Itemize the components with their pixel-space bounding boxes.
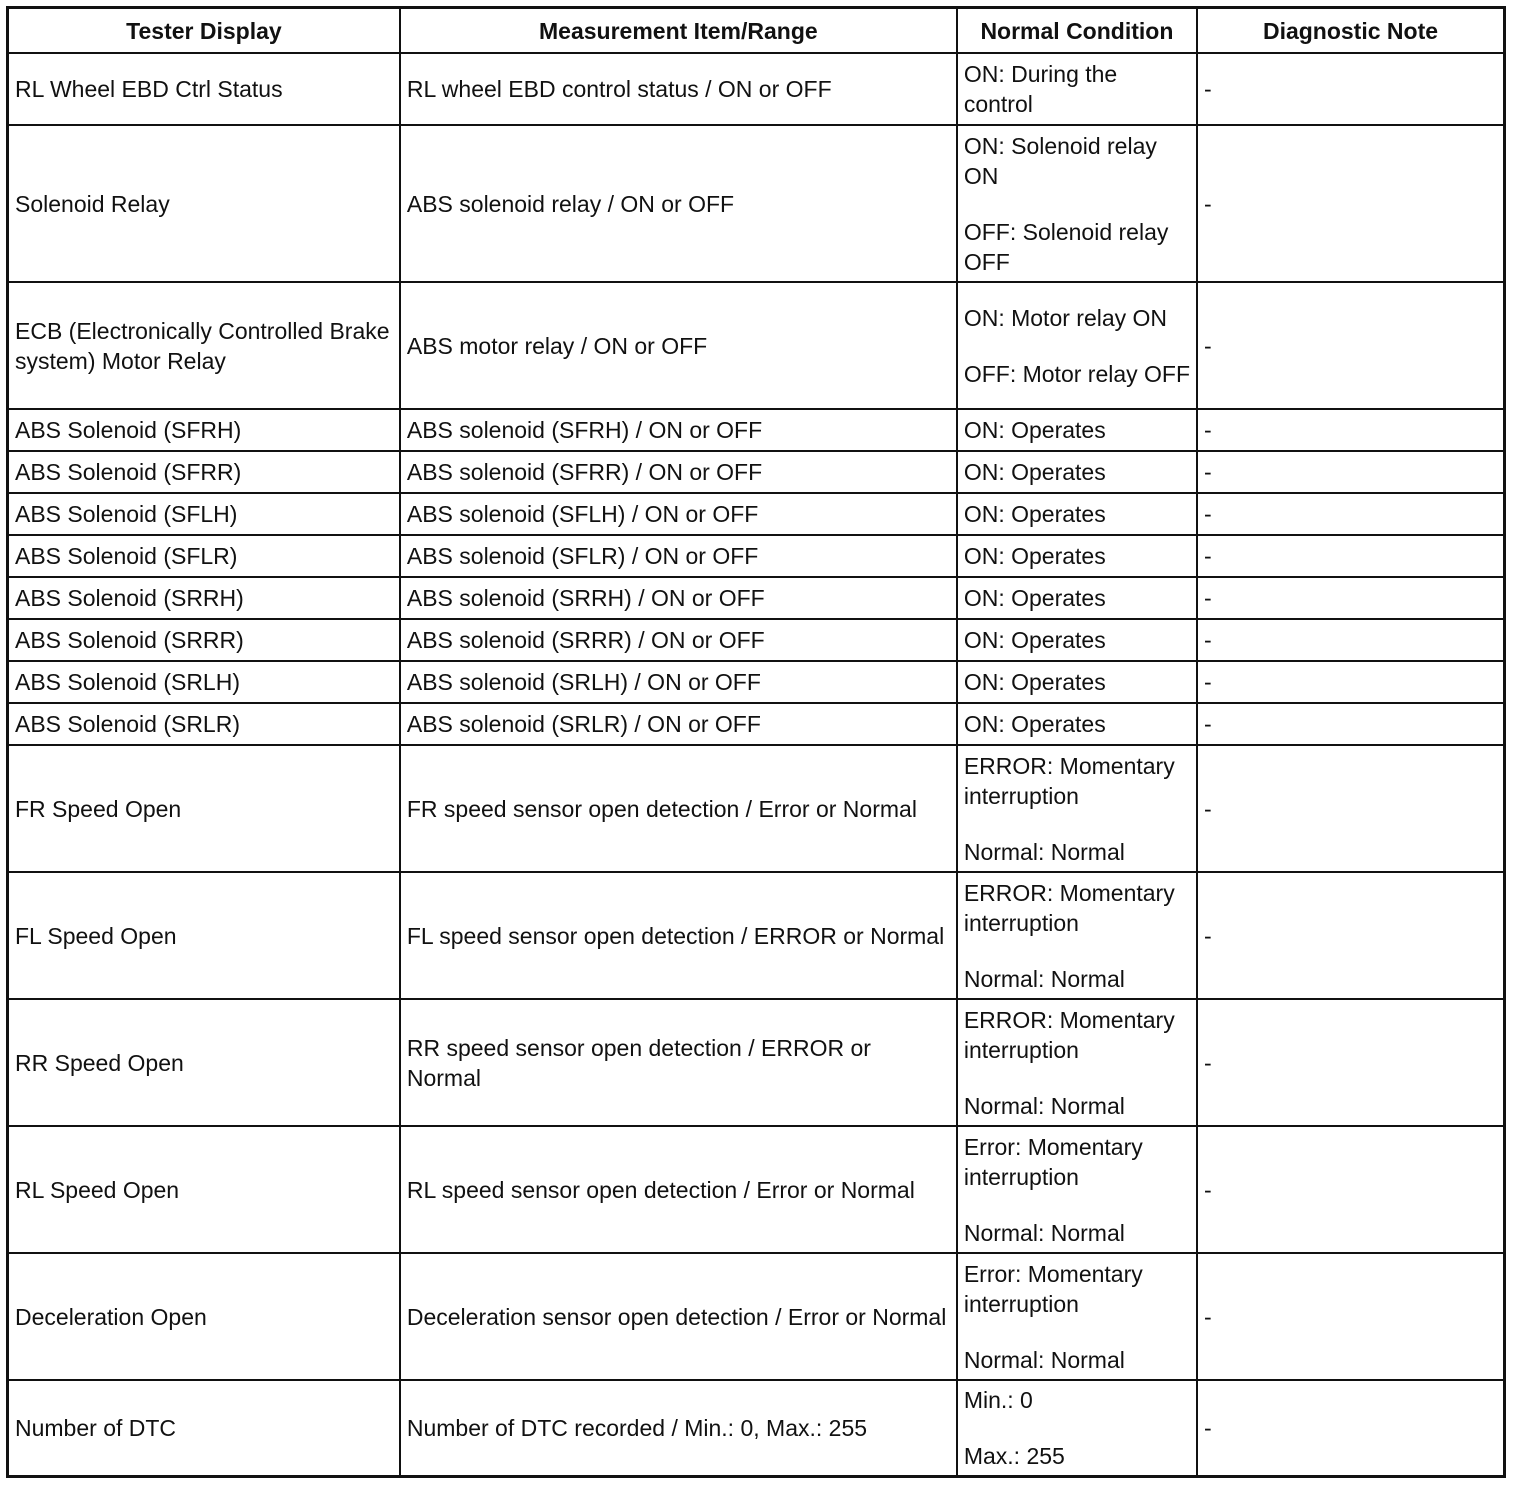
normal-condition-cell (957, 745, 1197, 872)
condition-spacer (964, 1319, 1190, 1345)
condition-spacer (964, 1065, 1190, 1091)
table-row (8, 493, 1505, 535)
condition-line: OFF: Motor relay OFF (963, 360, 1191, 387)
condition-line: Min.: 0 (963, 1386, 1033, 1413)
tester-display-cell: RR Speed Open (8, 999, 400, 1126)
table-row (8, 661, 1505, 703)
diagnostic-note-cell: - (1197, 409, 1505, 451)
table-row (8, 125, 1505, 282)
normal-condition-cell (957, 1126, 1197, 1253)
tester-display-cell: ABS Solenoid (SRRR) (8, 619, 400, 661)
condition-line: ON: Operates (963, 669, 1106, 695)
diagnostic-note-cell: - (1197, 999, 1505, 1126)
normal-condition-cell (957, 493, 1197, 535)
tester-display-cell: RL Speed Open (8, 1126, 400, 1253)
measurement-item-cell: Deceleration sensor open detection / Error or Normal (400, 1253, 957, 1380)
condition-line: ON: Operates (963, 585, 1106, 611)
table-row (8, 53, 1505, 125)
tester-display-cell: ABS Solenoid (SRLH) (8, 661, 400, 703)
normal-condition-cell (957, 619, 1197, 661)
diagnostic-note-cell: - (1197, 872, 1505, 999)
diagnostic-note-cell: - (1197, 451, 1505, 493)
condition-line: ERROR: Momentary interruption (963, 752, 1175, 809)
tester-display-cell: Number of DTC (8, 1380, 400, 1476)
tester-display-cell: Solenoid Relay (8, 125, 400, 282)
normal-condition-cell (957, 282, 1197, 409)
condition-spacer (964, 333, 1190, 359)
condition-line: Error: Momentary interruption (963, 1133, 1143, 1190)
condition-spacer (964, 1192, 1190, 1218)
measurement-item-cell: ABS motor relay / ON or OFF (400, 282, 957, 409)
header-measurement-item: Measurement Item/Range (400, 8, 957, 54)
tester-display-cell: ABS Solenoid (SRLR) (8, 703, 400, 745)
table-row (8, 1380, 1505, 1476)
tester-data-table (6, 6, 1506, 1478)
condition-line: Normal: Normal (963, 838, 1125, 865)
measurement-item-cell: ABS solenoid (SRLR) / ON or OFF (400, 703, 957, 745)
tester-display-cell: ABS Solenoid (SFLH) (8, 493, 400, 535)
table-row (8, 1253, 1505, 1380)
condition-line: Normal: Normal (963, 1346, 1125, 1373)
tester-display-cell: ABS Solenoid (SFRH) (8, 409, 400, 451)
measurement-item-cell: RL speed sensor open detection / Error or Normal (400, 1126, 957, 1253)
header-tester-display: Tester Display (8, 8, 400, 54)
diagnostic-note-cell: - (1197, 577, 1505, 619)
condition-line: ERROR: Momentary interruption (963, 879, 1175, 936)
normal-condition-cell (957, 409, 1197, 451)
table-row (8, 703, 1505, 745)
table-row (8, 535, 1505, 577)
header-diagnostic-note: Diagnostic Note (1197, 8, 1505, 54)
tester-display-cell: ABS Solenoid (SFLR) (8, 535, 400, 577)
measurement-item-cell: Number of DTC recorded / Min.: 0, Max.: 255 (400, 1380, 957, 1476)
diagnostic-note-cell: - (1197, 703, 1505, 745)
table-row (8, 999, 1505, 1126)
tester-display-cell: ABS Solenoid (SRRH) (8, 577, 400, 619)
normal-condition-cell (957, 451, 1197, 493)
tester-display-cell: ABS Solenoid (SFRR) (8, 451, 400, 493)
condition-line: ON: Operates (963, 417, 1106, 443)
diagnostic-note-cell: - (1197, 1126, 1505, 1253)
tester-display-cell: FR Speed Open (8, 745, 400, 872)
diagnostic-note-cell: - (1197, 1253, 1505, 1380)
tester-display-cell: ECB (Electronically Controlled Brake system) Motor Relay (8, 282, 400, 409)
table-row (8, 577, 1505, 619)
condition-line: ON: Operates (963, 501, 1106, 527)
normal-condition-cell (957, 577, 1197, 619)
condition-line: Max.: 255 (963, 1442, 1065, 1469)
diagnostic-note-cell: - (1197, 619, 1505, 661)
table-row (8, 451, 1505, 493)
condition-spacer (964, 1415, 1190, 1441)
normal-condition-cell (957, 1380, 1197, 1476)
measurement-item-cell: ABS solenoid (SRLH) / ON or OFF (400, 661, 957, 703)
diagnostic-note-cell: - (1197, 1380, 1505, 1476)
diagnostic-note-cell: - (1197, 493, 1505, 535)
condition-line: ON: During the control (963, 61, 1118, 117)
diagnostic-note-cell: - (1197, 535, 1505, 577)
table-row (8, 745, 1505, 872)
condition-line: ON: Operates (963, 627, 1106, 653)
condition-spacer (964, 938, 1190, 964)
condition-spacer (964, 811, 1190, 837)
condition-line: ERROR: Momentary interruption (963, 1006, 1175, 1063)
measurement-item-cell: ABS solenoid relay / ON or OFF (400, 125, 957, 282)
tester-display-cell: Deceleration Open (8, 1253, 400, 1380)
measurement-item-cell: RR speed sensor open detection / ERROR or Normal (400, 999, 957, 1126)
condition-line: Normal: Normal (963, 1219, 1125, 1246)
diagnostic-note-cell: - (1197, 53, 1505, 125)
normal-condition-cell (957, 661, 1197, 703)
table-row (8, 409, 1505, 451)
header-normal-condition: Normal Condition (957, 8, 1197, 54)
condition-line: ON: Solenoid relay ON (963, 132, 1157, 189)
condition-line: ON: Operates (963, 459, 1106, 485)
normal-condition-cell (957, 535, 1197, 577)
measurement-item-cell: ABS solenoid (SFLH) / ON or OFF (400, 493, 957, 535)
condition-line: Error: Momentary interruption (963, 1260, 1143, 1317)
normal-condition-cell (957, 703, 1197, 745)
measurement-item-cell: ABS solenoid (SFRH) / ON or OFF (400, 409, 957, 451)
normal-condition-cell (957, 53, 1197, 125)
normal-condition-cell (957, 1253, 1197, 1380)
measurement-item-cell: FL speed sensor open detection / ERROR or Normal (400, 872, 957, 999)
measurement-item-cell: ABS solenoid (SRRH) / ON or OFF (400, 577, 957, 619)
measurement-item-cell: ABS solenoid (SRRR) / ON or OFF (400, 619, 957, 661)
measurement-item-cell: FR speed sensor open detection / Error or Normal (400, 745, 957, 872)
condition-line: ON: Operates (963, 543, 1106, 569)
tester-display-cell: RL Wheel EBD Ctrl Status (8, 53, 400, 125)
table-row (8, 872, 1505, 999)
diagnostic-note-cell: - (1197, 125, 1505, 282)
diagnostic-note-cell: - (1197, 282, 1505, 409)
table-row (8, 282, 1505, 409)
measurement-item-cell: ABS solenoid (SFRR) / ON or OFF (400, 451, 957, 493)
table-header-row (8, 8, 1505, 54)
normal-condition-cell (957, 999, 1197, 1126)
table-row (8, 1126, 1505, 1253)
measurement-item-cell: RL wheel EBD control status / ON or OFF (400, 53, 957, 125)
diagnostic-note-cell: - (1197, 661, 1505, 703)
condition-spacer (964, 191, 1190, 217)
table-body (8, 53, 1505, 1476)
normal-condition-cell (957, 872, 1197, 999)
measurement-item-cell: ABS solenoid (SFLR) / ON or OFF (400, 535, 957, 577)
condition-line: OFF: Solenoid relay OFF (963, 218, 1169, 275)
tester-display-cell: FL Speed Open (8, 872, 400, 999)
diagnostic-note-cell: - (1197, 745, 1505, 872)
table-row (8, 619, 1505, 661)
condition-line: Normal: Normal (963, 1092, 1125, 1119)
condition-line: Normal: Normal (963, 965, 1125, 992)
condition-line: ON: Operates (963, 711, 1106, 737)
condition-line: ON: Motor relay ON (963, 304, 1168, 331)
normal-condition-cell (957, 125, 1197, 282)
